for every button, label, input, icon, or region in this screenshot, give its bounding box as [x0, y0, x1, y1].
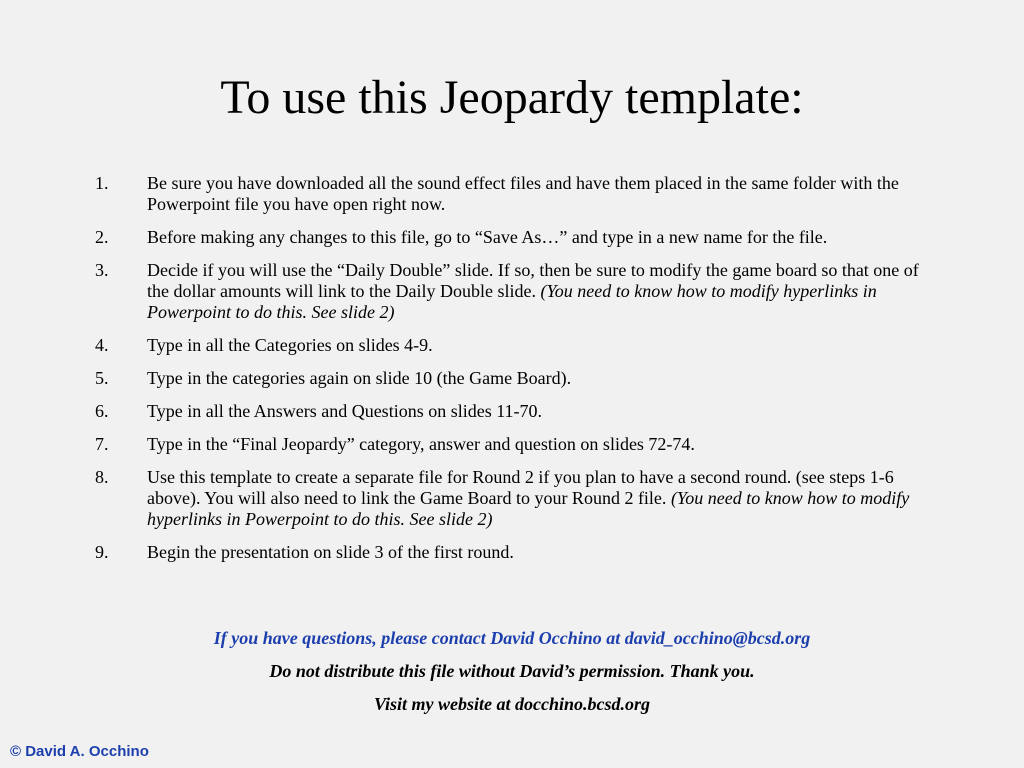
- step-text: Type in all the Answers and Questions on slides 11-70.: [147, 401, 543, 421]
- step-text: Type in the categories again on slide 10 (the Game Board).: [147, 368, 572, 388]
- step-text-wrap: [147, 467, 909, 529]
- step-number: 4.: [95, 335, 109, 355]
- step-text: Decide if you will use the “Daily Double” slide. If so, then be sure to modify the game board so that one of the dollar amounts will link to the Daily Double slide.: [147, 260, 919, 301]
- step-number: 5.: [95, 368, 109, 388]
- step-number: 9.: [95, 542, 109, 562]
- step-text: Be sure you have downloaded all the sound effect files and have them placed in the same folder with the Powerpoint file you have open right now.: [147, 173, 899, 214]
- list-item: [95, 260, 935, 323]
- step-number: 8.: [95, 467, 109, 487]
- list-item: [95, 434, 935, 455]
- step-note: (You need to know how to modify hyperlinks in Powerpoint to do this. See slide 2): [147, 488, 910, 529]
- step-text: Before making any changes to this file, go to “Save As…” and type in a new name for the file.: [147, 227, 828, 247]
- website-line[interactable]: Visit my website at docchino.bcsd.org: [373, 694, 650, 714]
- step-text-wrap: [147, 260, 919, 322]
- copyright-notice: © David A. Occhino: [10, 743, 149, 760]
- list-item: [95, 173, 935, 215]
- contact-line[interactable]: If you have questions, please contact David Occhino at david_occhino@bcsd.org: [213, 628, 811, 648]
- step-text: Type in all the Categories on slides 4-9.: [147, 335, 433, 355]
- list-item: [95, 542, 935, 563]
- step-number: 3.: [95, 260, 109, 280]
- step-text: Type in the “Final Jeopardy” category, answer and question on slides 72-74.: [147, 434, 695, 454]
- list-item: [95, 467, 935, 530]
- list-item: [95, 335, 935, 356]
- step-note: (You need to know how to modify hyperlinks in Powerpoint to do this. See slide 2): [147, 281, 877, 322]
- step-text: Use this template to create a separate file for Round 2 if you plan to have a second round. (see steps 1-6 above). You will also need to link the Game Board to your Round 2 file.: [147, 467, 894, 508]
- distribution-notice: Do not distribute this file without David’s permission. Thank you.: [269, 661, 755, 681]
- step-number: 1.: [95, 173, 109, 193]
- step-number: 7.: [95, 434, 109, 454]
- list-item: [95, 368, 935, 389]
- step-number: 6.: [95, 401, 109, 421]
- list-item: [95, 401, 935, 422]
- list-item: [95, 227, 935, 248]
- instruction-list: [95, 173, 935, 575]
- footer-notes: [0, 628, 1024, 727]
- slide-title: To use this Jeopardy template:: [220, 71, 804, 124]
- step-text: Begin the presentation on slide 3 of the first round.: [147, 542, 514, 562]
- step-number: 2.: [95, 227, 109, 247]
